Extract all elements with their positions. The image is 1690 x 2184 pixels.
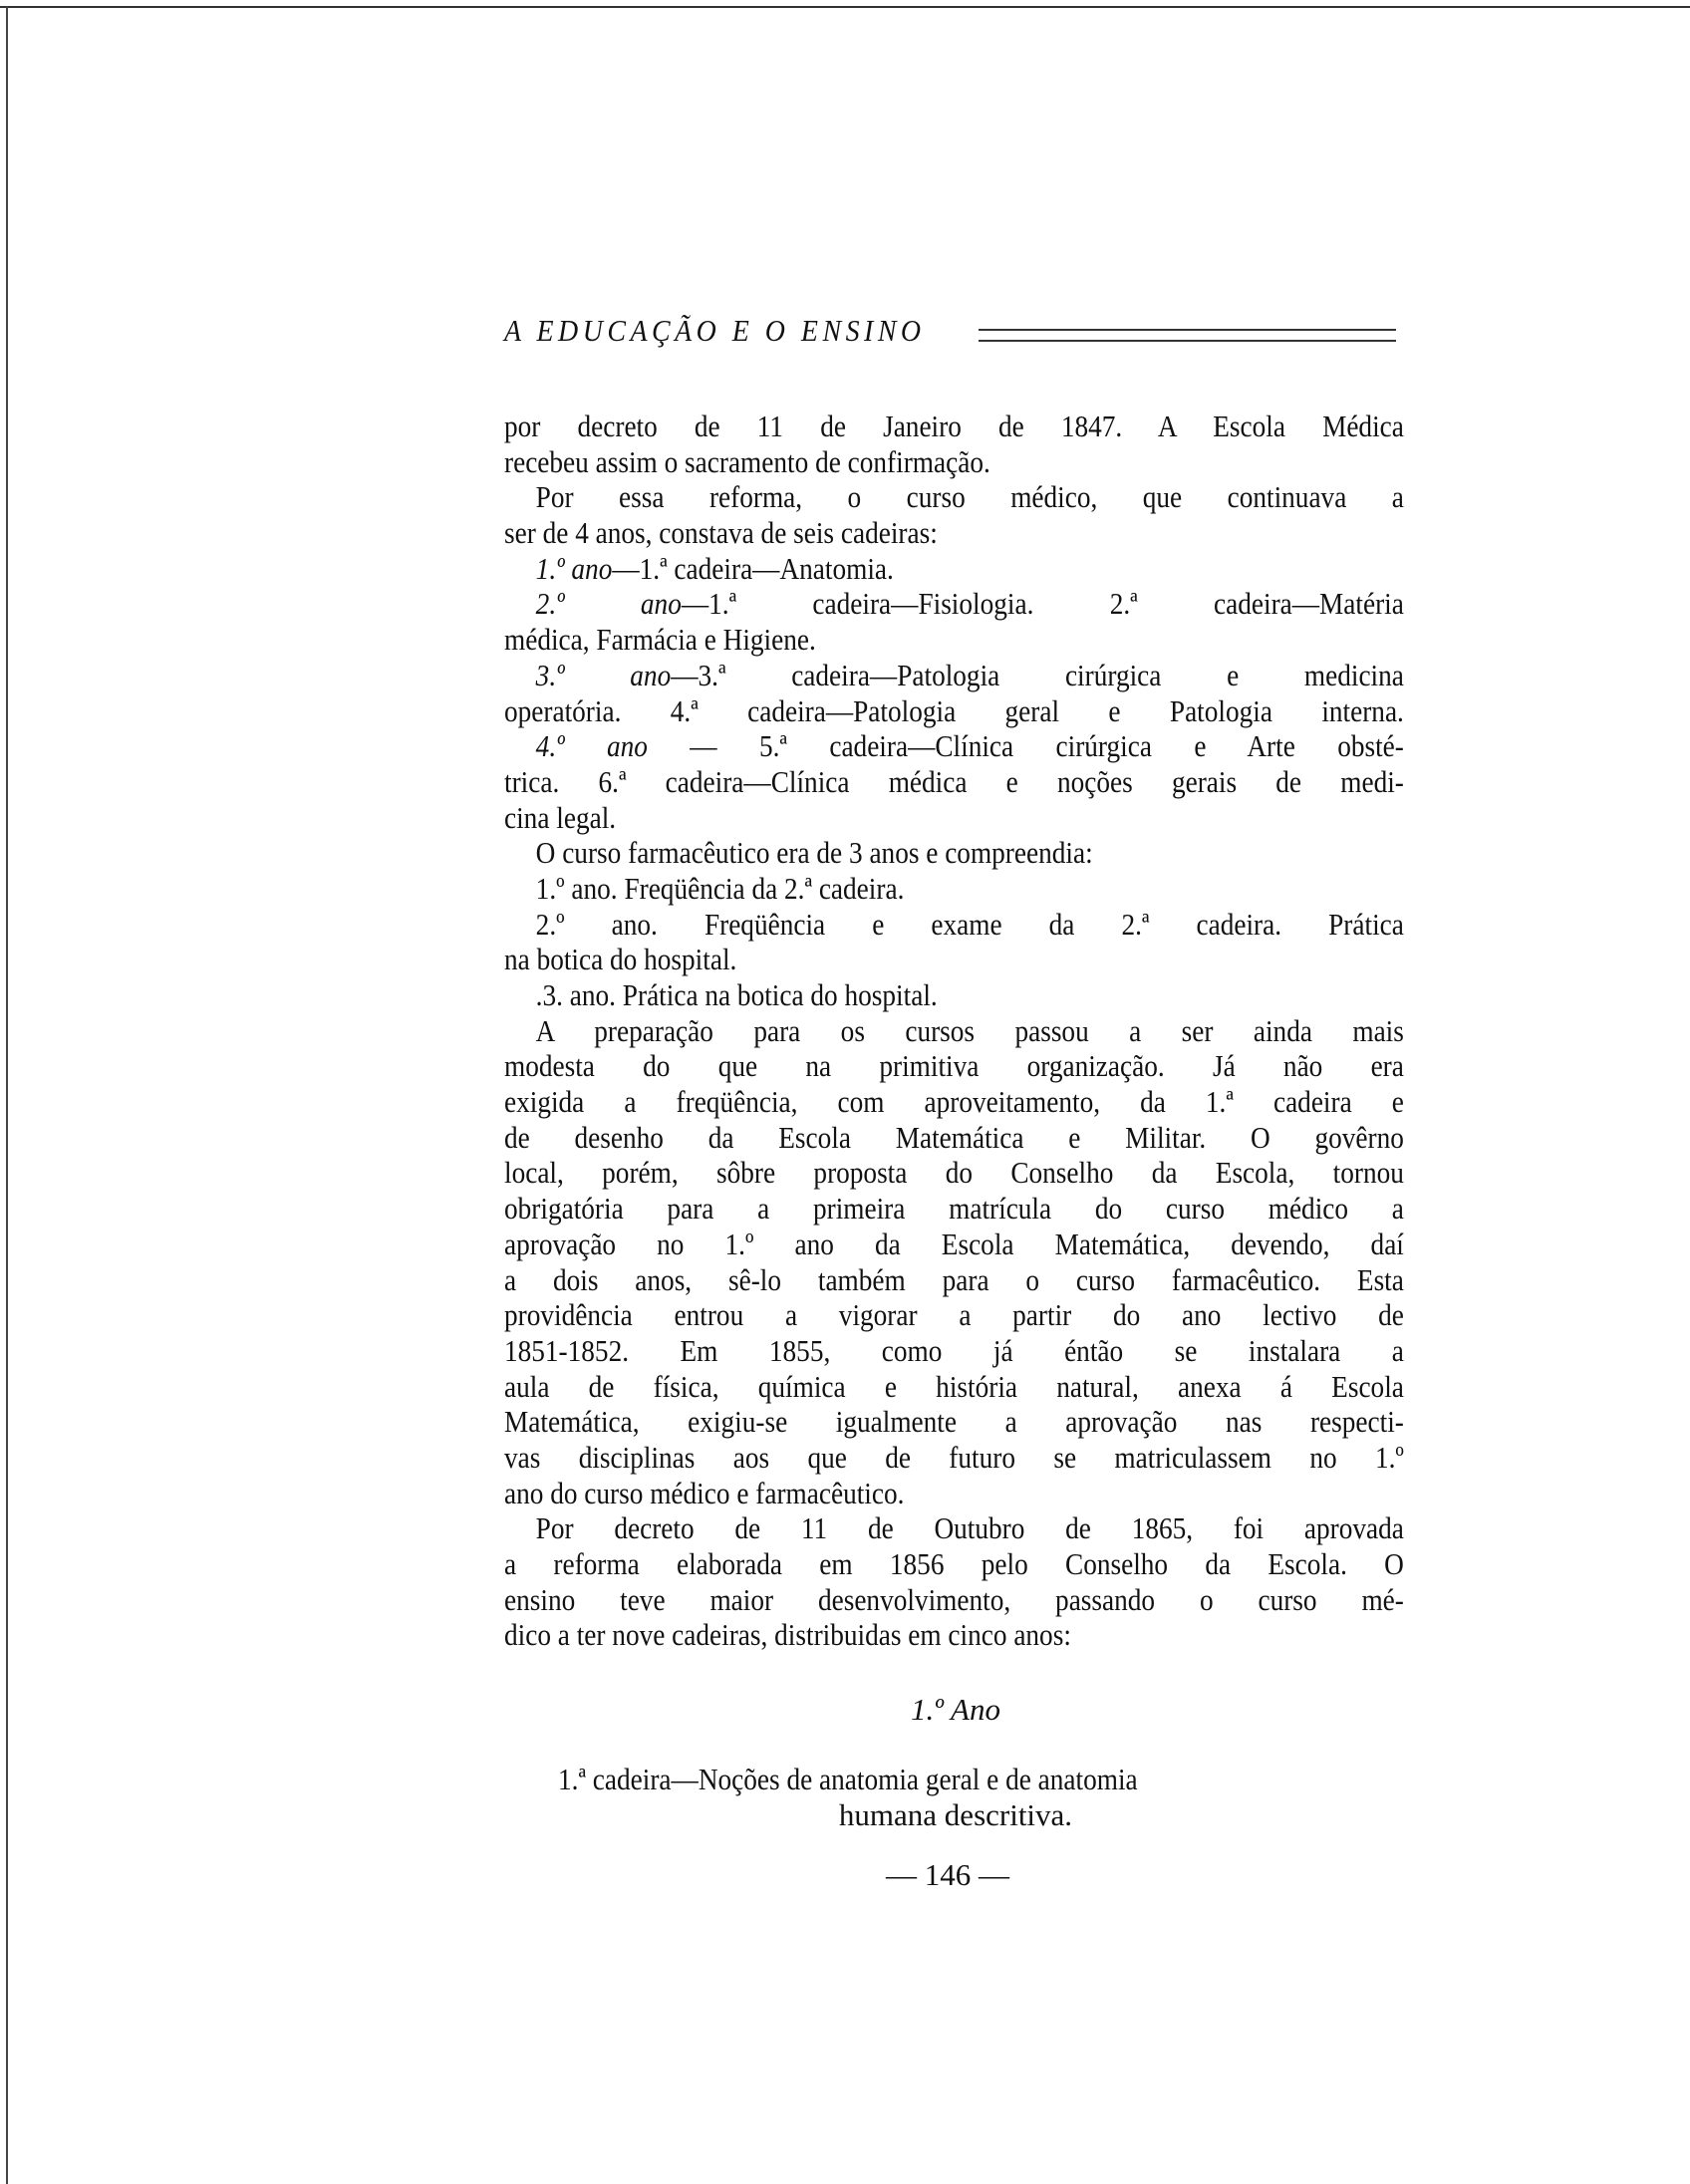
text-line-content <box>504 1440 1404 1476</box>
text-line-content <box>504 764 1404 800</box>
line-text: recebeu assim o sacramento de confirmação. <box>504 443 990 479</box>
text-line <box>504 1227 1527 1262</box>
text-line-content <box>504 444 1404 480</box>
line-text: obrigatória para a primeira matrícula do curso médico a <box>504 1191 1404 1227</box>
line-text: Por decreto de 11 de Outubro de 1865, foi aprovada <box>535 1510 1404 1546</box>
text-line-content <box>504 1546 1404 1582</box>
text-line <box>504 1369 1527 1405</box>
text-line-content <box>504 728 1404 764</box>
text-line-content <box>504 977 1404 1013</box>
text-line <box>504 1617 1527 1653</box>
line-text: médica, Farmácia e Higiene. <box>504 622 816 658</box>
line-text: .3. ano. Prática na botica do hospital. <box>535 977 938 1012</box>
text-line-content <box>504 515 1404 551</box>
line-text: ensino teve maior desenvolvimento, passando o curso mé- <box>504 1581 1404 1617</box>
page-edge-top <box>0 6 1690 8</box>
text-line-content <box>504 1617 1404 1653</box>
text-line-content <box>504 1369 1404 1405</box>
text-line-content <box>504 1191 1404 1227</box>
text-line-content <box>504 942 1404 977</box>
text-line-content <box>504 551 1404 587</box>
line-text: vas disciplinas aos que de futuro se matriculassem no 1.º <box>504 1439 1404 1475</box>
running-head-rule <box>979 329 1396 342</box>
text-line-content <box>504 1013 1404 1049</box>
text-line-content <box>504 409 1404 444</box>
item-line-2: humana descritiva. <box>838 1797 1073 1832</box>
text-line <box>504 942 1527 977</box>
text-line <box>504 1297 1527 1333</box>
page-number: — 146 — <box>886 1857 1009 1892</box>
line-text: por decreto de 11 de Janeiro de 1847. A Escola Médica <box>504 409 1404 443</box>
line-text: ano do curso médico e farmacêutico. <box>504 1475 905 1510</box>
line-text: operatória. 4.ª cadeira—Patologia geral e Patologia interna. <box>504 692 1404 728</box>
line-text: aprovação no 1.º ano da Escola Matemática, devendo, daí <box>504 1226 1404 1261</box>
line-text: 2.º ano. Freqüência e exame da 2.ª cadeira. Prática <box>535 906 1404 942</box>
year-label: 1.º ano <box>535 550 613 586</box>
text-line-content <box>504 835 1404 871</box>
line-text: A preparação para os cursos passou a ser ainda mais <box>535 1012 1404 1048</box>
text-line <box>504 409 1527 444</box>
text-line <box>504 800 1527 836</box>
line-text: aula de física, química e história natural, anexa á Escola <box>504 1368 1404 1404</box>
line-text: trica. 6.ª cadeira—Clínica médica e noções gerais de medi- <box>504 763 1404 799</box>
text-line <box>504 693 1527 729</box>
year-label: 3.º ano <box>535 657 672 692</box>
year-label: 4.º ano <box>535 728 648 764</box>
text-line <box>504 871 1527 907</box>
line-text: exigida a freqüência, com aproveitamento, da 1.ª cadeira e <box>504 1084 1404 1120</box>
text-line-content <box>504 1404 1404 1440</box>
text-line-content <box>504 622 1404 658</box>
line-text: 1.º ano. Freqüência da 2.ª cadeira. <box>535 870 905 906</box>
line-text: Por essa reforma, o curso médico, que continuava a <box>535 479 1404 515</box>
line-text: —1.ª cadeira—Anatomia. <box>612 550 894 586</box>
text-line <box>504 658 1527 693</box>
line-text: providência entrou a vigorar a partir do ano lectivo de <box>504 1297 1404 1333</box>
text-line-content <box>504 871 1404 907</box>
text-line-content <box>504 586 1404 622</box>
text-line-content <box>504 693 1404 729</box>
text-line <box>504 622 1527 658</box>
line-text: cina legal. <box>504 799 617 835</box>
text-line <box>504 977 1527 1013</box>
text-line <box>504 764 1527 800</box>
line-text: modesta do que na primitiva organização. Já não era <box>504 1048 1404 1084</box>
text-line-content <box>504 658 1404 693</box>
text-line <box>504 1510 1527 1546</box>
text-line <box>504 1440 1527 1476</box>
text-line-content <box>504 1333 1404 1369</box>
text-line <box>504 1155 1527 1191</box>
year-label: 2.º ano <box>535 586 682 622</box>
line-text: 1851-1852. Em 1855, como já éntão se instalara a <box>504 1332 1404 1368</box>
text-line-content <box>504 1582 1404 1618</box>
text-line-content <box>504 1155 1404 1191</box>
text-line <box>504 835 1527 871</box>
line-text: ser de 4 anos, constava de seis cadeiras: <box>504 515 938 551</box>
text-line-content <box>504 1262 1404 1298</box>
text-line-content <box>504 907 1404 943</box>
running-head: A EDUCAÇÃO E O ENSINO <box>504 313 926 348</box>
text-line <box>504 1013 1527 1049</box>
text-line-content <box>504 1227 1404 1262</box>
line-text: O curso farmacêutico era de 3 anos e compreendia: <box>535 835 1093 871</box>
item-line-1: 1.ª cadeira—Noções de anatomia geral e de anatomia <box>558 1762 1138 1796</box>
line-text: Matemática, exigiu-se igualmente a aprovação nas respecti- <box>504 1404 1404 1440</box>
text-line <box>504 444 1527 480</box>
text-line <box>504 1191 1527 1227</box>
text-line <box>504 1084 1527 1120</box>
line-text: —1.ª cadeira—Fisiologia. 2.ª cadeira—Matéria <box>681 586 1404 622</box>
text-line <box>504 1404 1527 1440</box>
text-line <box>504 1262 1527 1298</box>
text-line <box>504 728 1527 764</box>
text-line <box>504 1582 1527 1618</box>
text-line <box>504 515 1527 551</box>
text-line-content <box>504 1120 1404 1156</box>
text-line-content <box>504 1476 1404 1511</box>
text-line <box>504 1546 1527 1582</box>
line-text: a reforma elaborada em 1856 pelo Conselho da Escola. O <box>504 1546 1404 1581</box>
text-line-content <box>504 1297 1404 1333</box>
text-line <box>504 1120 1527 1156</box>
line-text: local, porém, sôbre proposta do Conselho da Escola, tornou <box>504 1155 1404 1191</box>
text-line <box>504 907 1527 943</box>
line-text: na botica do hospital. <box>504 942 737 977</box>
text-line <box>504 1048 1527 1084</box>
text-line <box>504 479 1527 515</box>
text-line <box>504 1333 1527 1369</box>
line-text: a dois anos, sê-lo também para o curso farmacêutico. Esta <box>504 1261 1404 1297</box>
text-line-content <box>504 479 1404 515</box>
text-line-content <box>504 1510 1404 1546</box>
text-line-content <box>504 1048 1404 1084</box>
line-text: dico a ter nove cadeiras, distribuidas em cinco anos: <box>504 1617 1071 1653</box>
text-line <box>504 586 1527 622</box>
text-line <box>504 551 1527 587</box>
text-line-content <box>504 1084 1404 1120</box>
line-text: — 5.ª cadeira—Clínica cirúrgica e Arte obsté- <box>647 728 1404 764</box>
text-line <box>504 1476 1527 1511</box>
section-title: 1.º Ano <box>911 1692 1000 1727</box>
line-text: de desenho da Escola Matemática e Militar. O govêrno <box>504 1119 1404 1155</box>
body-text <box>504 409 1527 1653</box>
text-line-content <box>504 800 1404 836</box>
line-text: —3.ª cadeira—Patologia cirúrgica e medicina <box>671 657 1404 692</box>
